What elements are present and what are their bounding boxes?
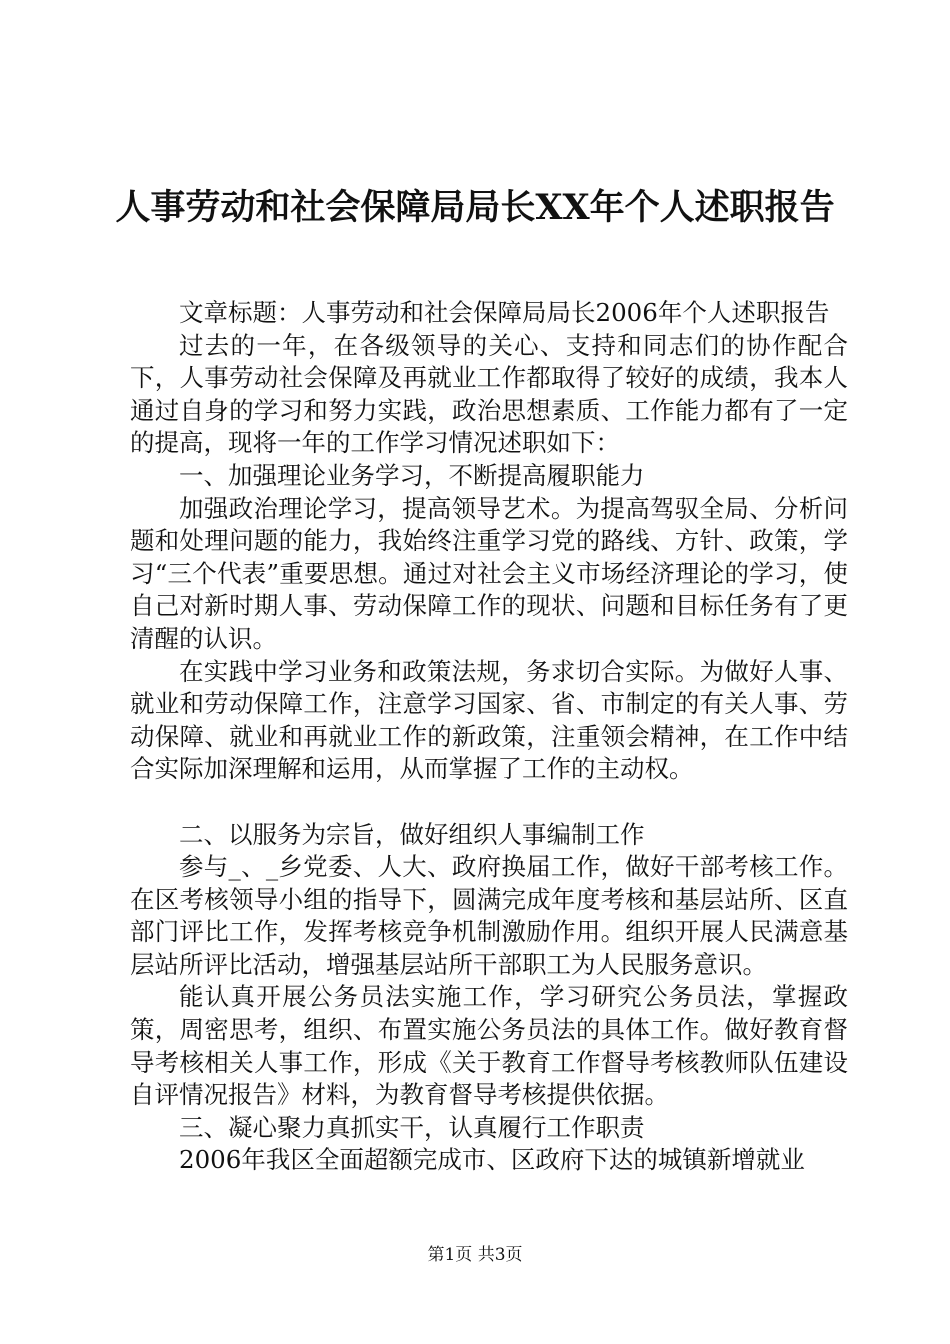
article-title-line: 文章标题：人事劳动和社会保障局局长2006年个人述职报告 [179,298,830,327]
body-paragraph: 在实践中学习业务和政策法规，务求切合实际。为做好人事、就业和劳动保障工作，注意学习国家、省、市制定的有关人事、劳动保障、就业和再就业工作的新政策，注重领会精神，在工作中结合实际加深理解和运用，从而掌握了工作的主动权。 [130,656,848,784]
section-heading-2: 二、以服务为宗旨，做好组织人事编制工作 [179,819,645,849]
body-paragraph: 加强政治理论学习，提高领导艺术。为提高驾驭全局、分析问题和处理问题的能力，我始终注重学习党的路线、方针、政策，学习“三个代表”重要思想。通过对社会主义市场经济理论的学习，使自己对新时期人事、劳动保障工作的现状、问题和目标任务有了更清醒的认识。 [130,493,848,653]
body-paragraph: 参与_、_乡党委、人大、政府换届工作，做好干部考核工作。在区考核领导小组的指导下，圆满完成年度考核和基层站所、区直部门评比工作，发挥考核竞争机制激励作用。组织开展人民满意基层站所评比活动，增强基层站所干部职工为人民服务意识。 [130,852,848,979]
section-heading-3: 三、凝心聚力真抓实干，认真履行工作职责 [179,1112,645,1142]
body-paragraph: 能认真开展公务员法实施工作，学习研究公务员法，掌握政策，周密思考，组织、布置实施公务员法的具体工作。做好教育督导考核相关人事工作，形成《关于教育工作督导考核教师队伍建设自评情况报告》材料，为教育督导考核提供依据。 [130,982,848,1110]
body-paragraph: 2006年我区全面超额完成市、区政府下达的城镇新增就业 [179,1145,805,1175]
document-body [130,297,848,1177]
intro-paragraph: 过去的一年，在各级领导的关心、支持和同志们的协作配合下，人事劳动社会保障及再就业工作都取得了较好的成绩，我本人通过自身的学习和努力实践，政治思想素质、工作能力都有了一定的提高，现将一年的工作学习情况述职如下： [130,330,848,458]
section-heading-1: 一、加强理论业务学习，不断提高履职能力 [179,460,645,490]
page-number-footer: 第1页 共3页 [427,1245,523,1265]
document-title: 人事劳动和社会保障局局长XX年个人述职报告 [115,187,835,228]
